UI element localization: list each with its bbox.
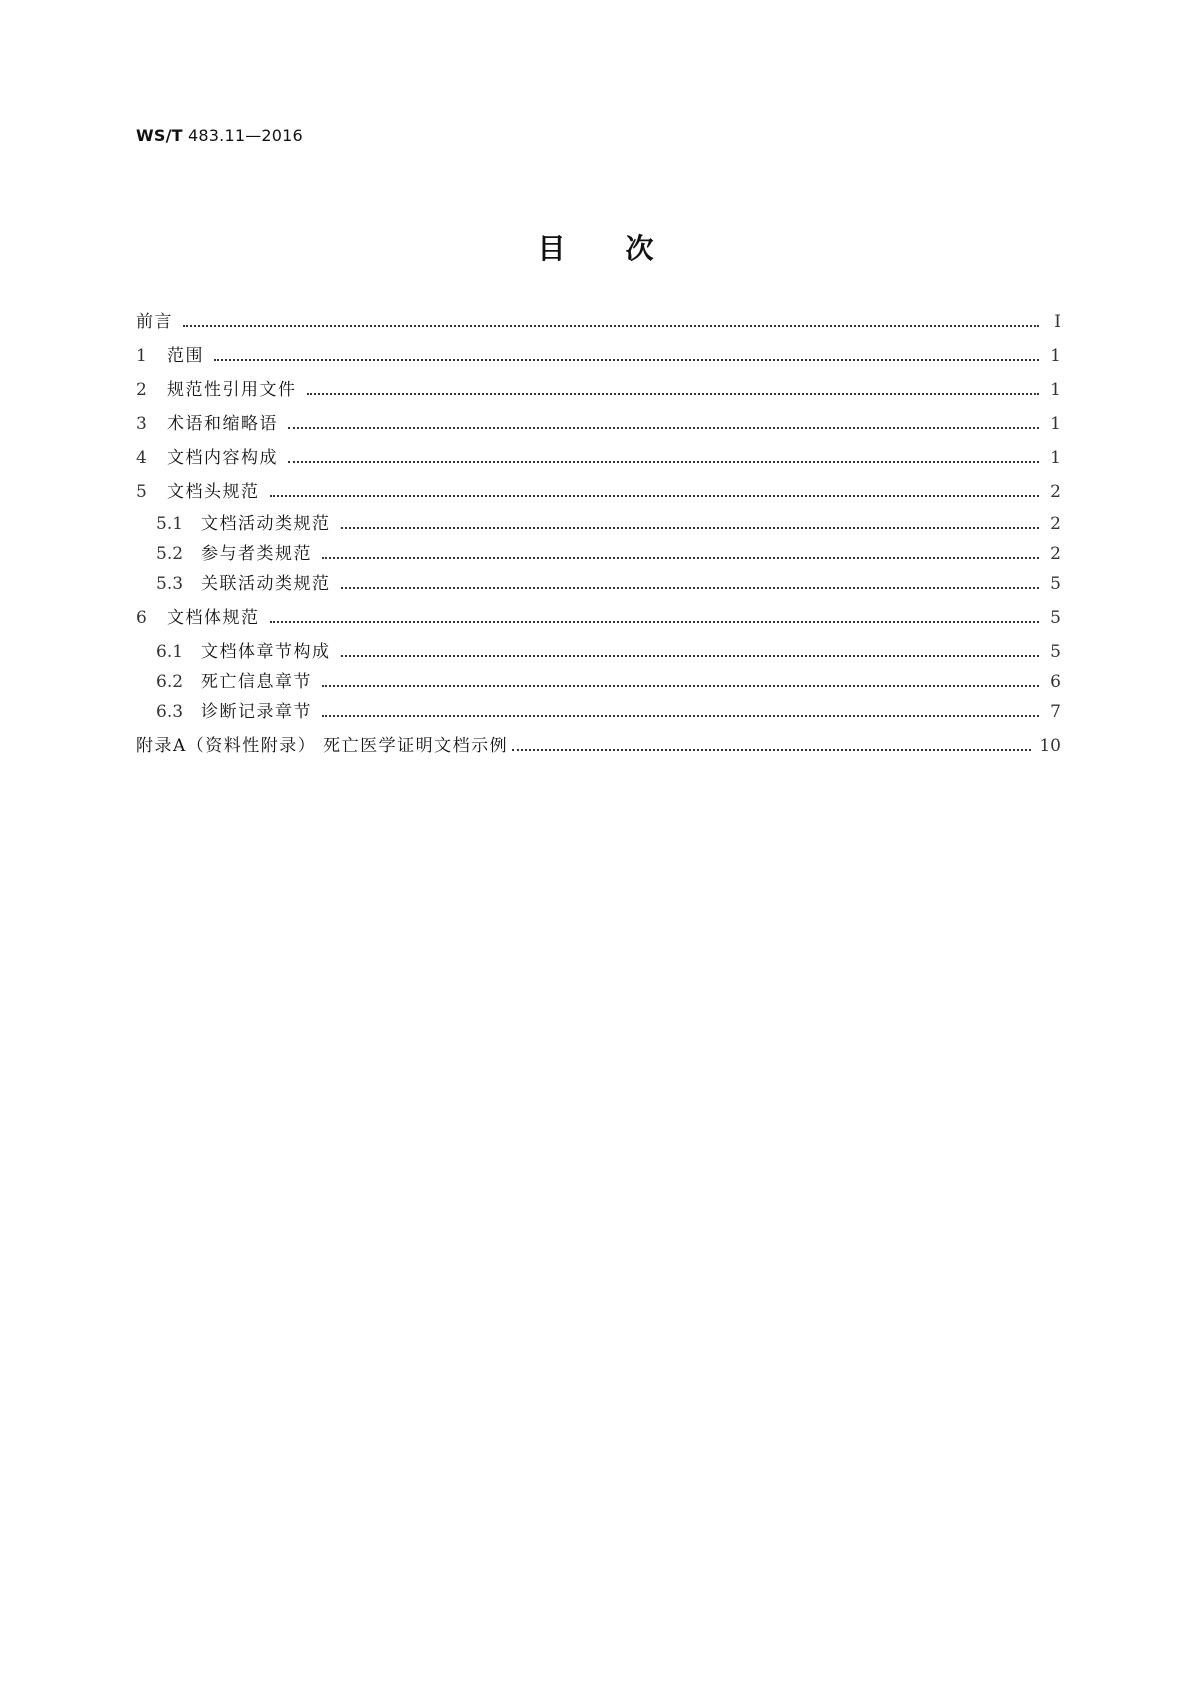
toc-entry-page: 6 [1050,672,1061,692]
toc-entry-page: Ⅰ [1054,312,1061,332]
toc-entry-5[interactable] [136,480,1061,504]
dot-leader [270,480,1040,504]
toc-entry-3[interactable] [136,412,1061,436]
toc-entry-label: 文档活动类规范 [201,514,331,534]
toc-entry-page: 1 [1050,380,1061,400]
toc-entry-2[interactable] [136,378,1061,402]
toc-entry-6-3[interactable] [136,700,1061,724]
toc-entry-number: 4 [136,448,147,468]
standard-series: WS/T [136,126,183,145]
toc-entry-page: 2 [1050,514,1061,534]
toc-entry-label: 术语和缩略语 [167,414,278,434]
toc-entry-label: 规范性引用文件 [167,380,297,400]
toc-entry-6-1[interactable] [136,640,1061,664]
toc-entry-page: 10 [1039,736,1061,756]
toc-entry-number: 6 [136,608,147,628]
toc-entry-number: 6.3 [156,702,184,722]
dot-leader [341,512,1040,536]
standard-number: 483.11—2016 [188,126,303,145]
toc-entry-label: 参与者类规范 [201,544,312,564]
toc-entry-number: 6.2 [156,672,184,692]
toc-entry-number: 5.1 [156,514,184,534]
toc-entry-label: 文档体规范 [167,608,260,628]
toc-entry-label: 关联活动类规范 [201,574,331,594]
toc-entry-5-2[interactable] [136,542,1061,566]
toc-title: 目次 [537,232,714,265]
toc-entry-number: 1 [136,346,147,366]
toc-entry-5-1[interactable] [136,512,1061,536]
toc-entry-page: 7 [1050,702,1061,722]
dot-leader [214,344,1039,368]
toc-entry-foreword[interactable] [136,310,1061,334]
dot-leader [322,542,1039,566]
toc-entry-label: 诊断记录章节 [201,702,312,722]
toc-entry-page: 1 [1050,414,1061,434]
toc-entry-page: 1 [1050,448,1061,468]
dot-leader [341,572,1040,596]
toc-entry-number: 3 [136,414,147,434]
toc-entry-5-3[interactable] [136,572,1061,596]
toc-entry-1[interactable] [136,344,1061,368]
toc-entry-4[interactable] [136,446,1061,470]
toc-entry-label: 文档头规范 [167,482,260,502]
toc-entry-number: 5.2 [156,544,184,564]
standard-code [136,126,303,145]
toc-entry-6-2[interactable] [136,670,1061,694]
dot-leader [512,734,1031,758]
toc-entry-label: 文档内容构成 [167,448,278,468]
toc-entry-label: 范围 [167,346,204,366]
toc-entry-label: 附录A（资料性附录） 死亡医学证明文档示例 [136,736,509,756]
toc-entry-number: 5.3 [156,574,184,594]
dot-leader [341,640,1040,664]
toc-entry-page: 2 [1050,544,1061,564]
toc-entry-label: 前言 [136,312,173,332]
toc-entry-label: 死亡信息章节 [201,672,312,692]
dot-leader [288,446,1039,470]
toc-entry-number: 6.1 [156,642,184,662]
toc-entry-annex-a[interactable] [136,734,1061,758]
toc-entry-page: 5 [1050,574,1061,594]
dot-leader [183,310,1039,334]
dot-leader [322,670,1039,694]
toc-entry-label: 文档体章节构成 [201,642,331,662]
toc-entry-number: 2 [136,380,147,400]
toc-entry-page: 5 [1050,608,1061,628]
dot-leader [270,606,1040,630]
toc-entry-number: 5 [136,482,147,502]
dot-leader [322,700,1039,724]
dot-leader [307,378,1040,402]
toc-entry-page: 5 [1050,642,1061,662]
toc-entry-6[interactable] [136,606,1061,630]
dot-leader [288,412,1039,436]
toc-entry-page: 1 [1050,346,1061,366]
toc-entry-page: 2 [1050,482,1061,502]
